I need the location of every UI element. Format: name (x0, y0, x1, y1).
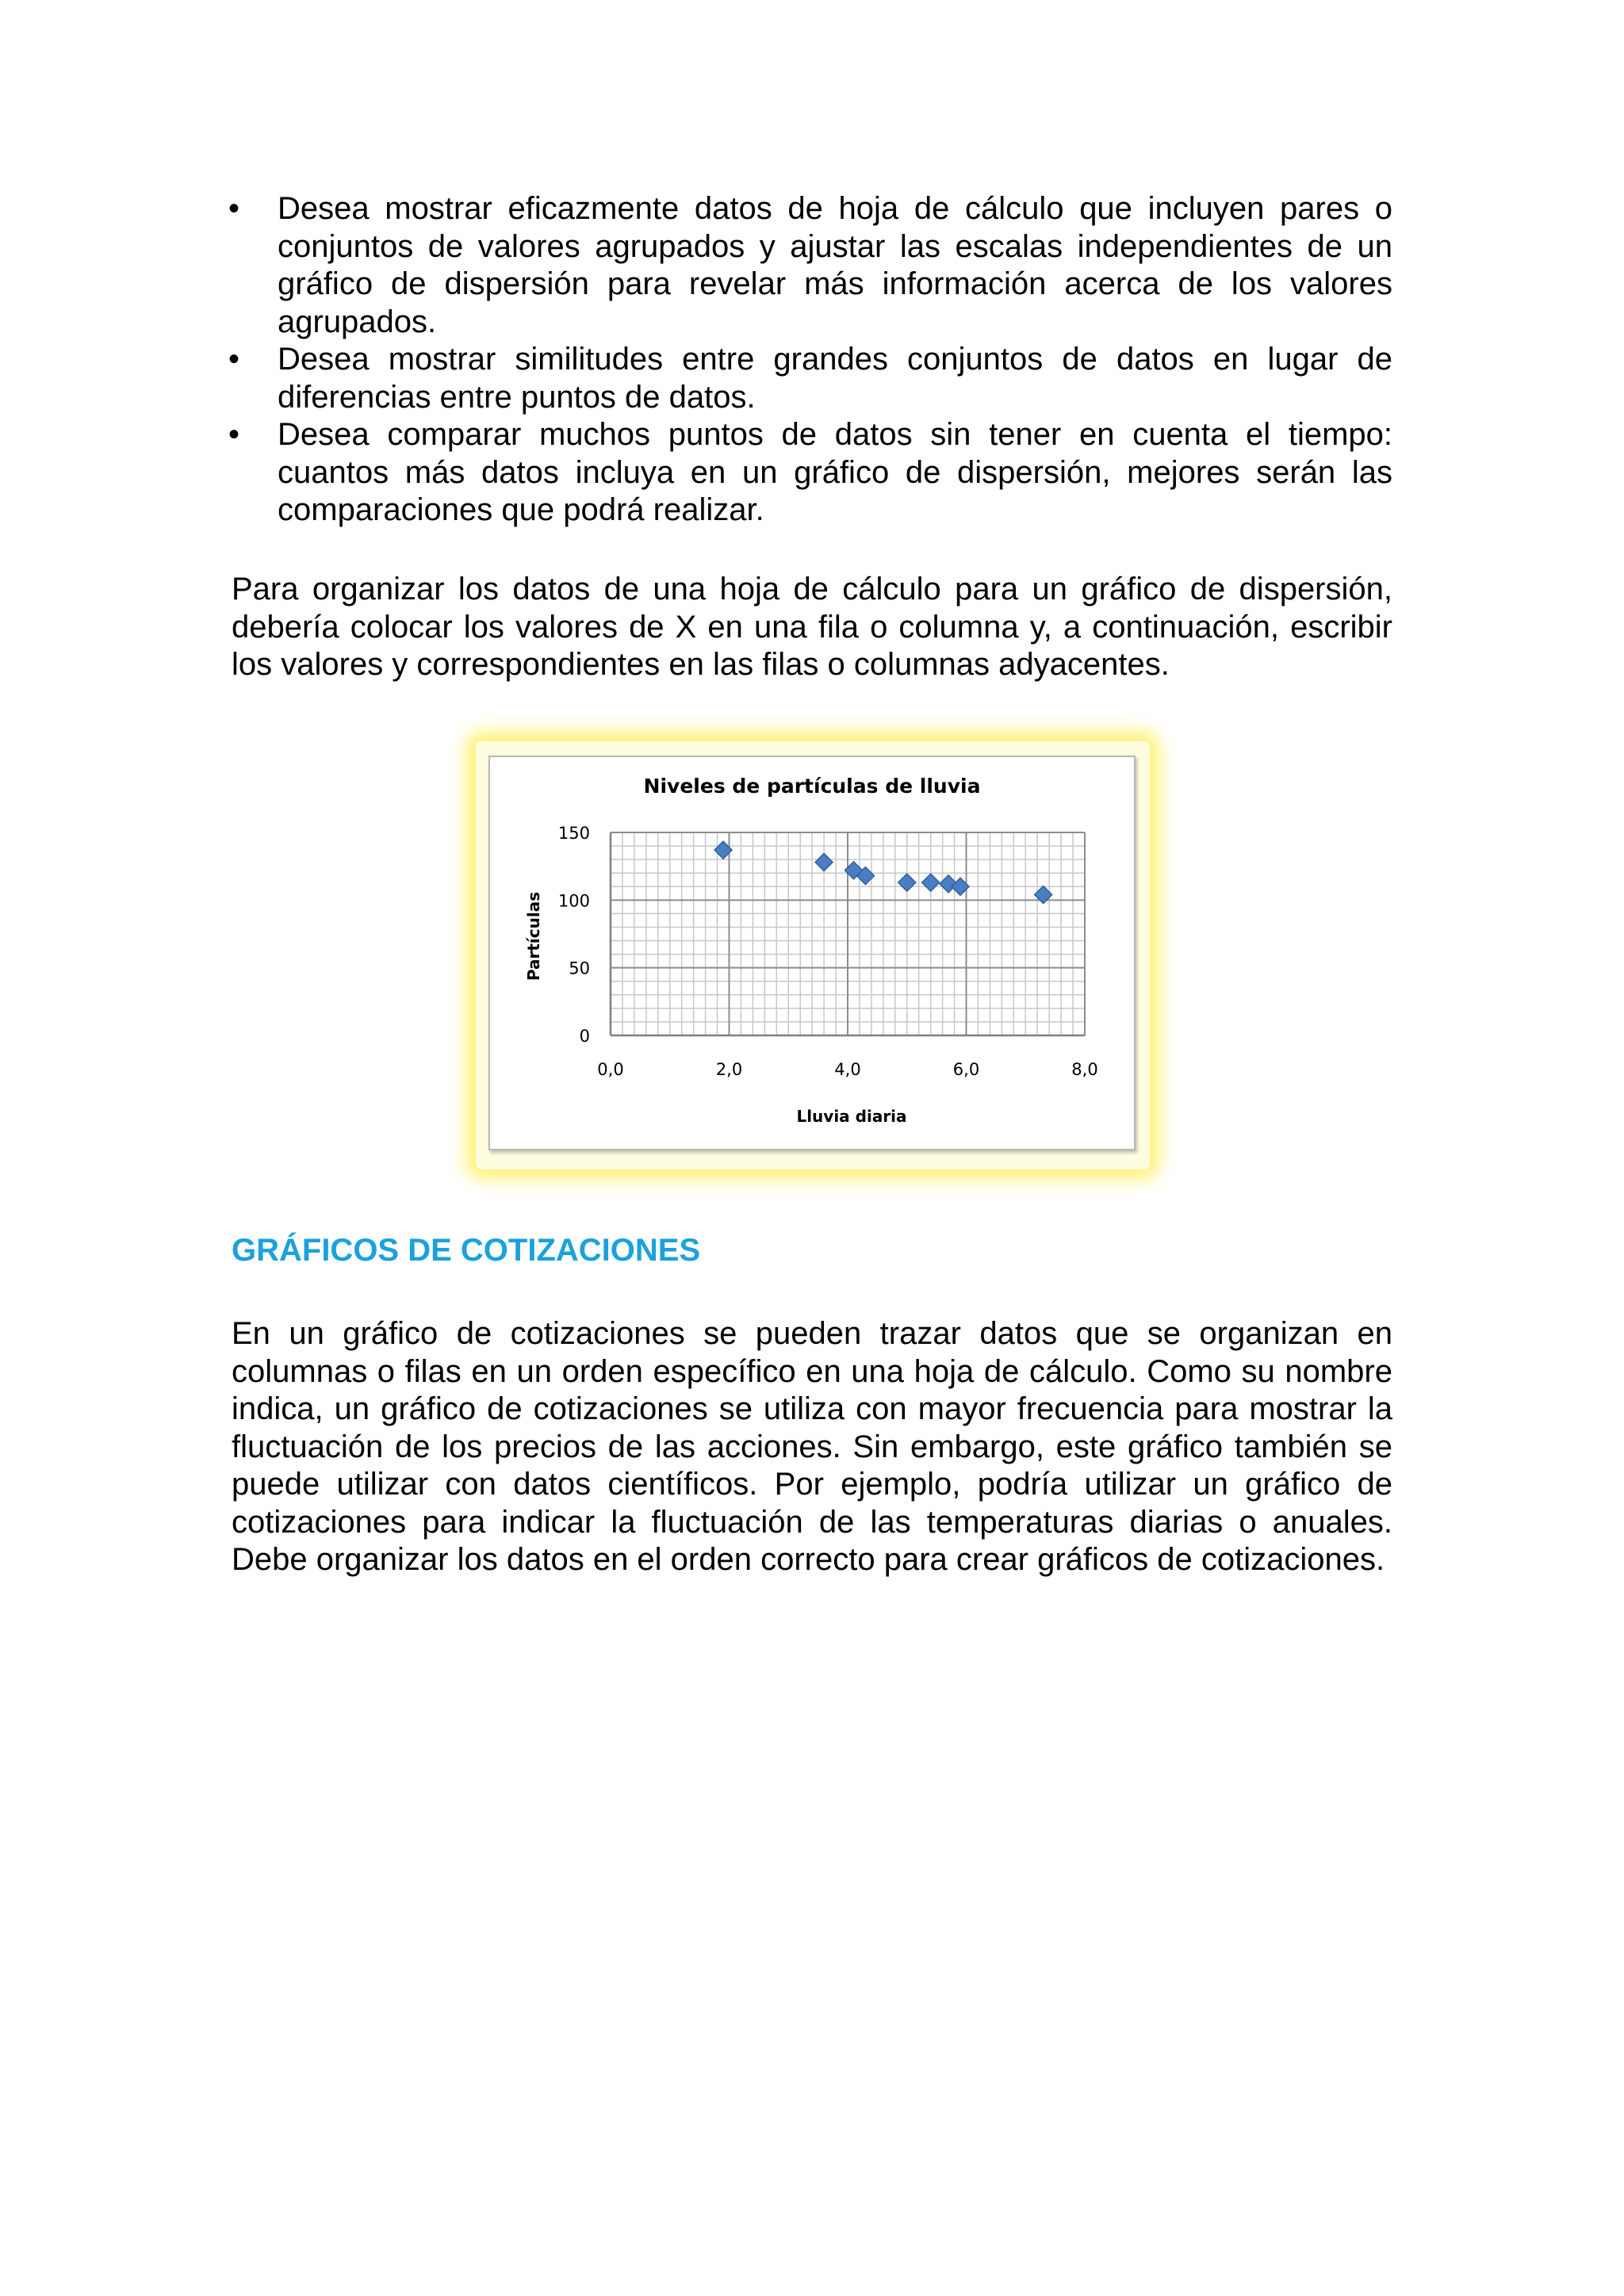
data-point (898, 874, 916, 891)
chart-x-axis-label: Lluvia diaria (796, 1107, 907, 1126)
chart-figure (476, 741, 1150, 1169)
x-tick-label: 2,0 (715, 1060, 743, 1079)
scatter-chart (490, 757, 1134, 1149)
data-point (922, 874, 940, 891)
bullet-item (228, 416, 1392, 530)
chart-y-axis-label: Partículas (524, 891, 543, 982)
x-tick-label: 8,0 (1071, 1060, 1098, 1079)
paragraph-scatter-data: Para organizar los datos de una hoja de cálculo para un gráfico de dispersión, debería colocar los valores de X en una fila o columna y, a continuación, escribir los valores y correspondientes en las filas o columnas adyacentes. (232, 572, 1392, 682)
chart-grid (611, 832, 1085, 1035)
bullet-text: Desea mostrar eficazmente datos de hoja de cálculo que incluyen pares o conjuntos de valores agrupados y ajustar las escalas independientes de un gráfico de dispersión para revelar más información acerca de los valores agrupados. (278, 191, 1392, 339)
bullet-dot-icon: • (228, 191, 240, 226)
x-tick-label: 4,0 (834, 1060, 861, 1079)
paragraph-stock-charts: En un gráfico de cotizaciones se pueden trazar datos que se organizan en columnas o filas en un orden específico en una hoja de cálculo. Como su nombre indica, un gráfico de cotizaciones se utiliza con mayor frecuencia para mostrar la fluctuación de los precios de las acciones. Sin embargo, este gráfico también se puede utilizar con datos científicos. Por ejemplo, podría utilizar un gráfico de cotizaciones para indicar la fluctuación de las temperaturas diarias o anuales. Debe organizar los datos en el orden correcto para crear gráficos de cotizaciones. (232, 1316, 1392, 1577)
bullet-item (228, 190, 1392, 341)
y-tick-label: 50 (569, 959, 590, 978)
y-tick-label: 100 (557, 891, 590, 911)
bullet-item (228, 341, 1392, 416)
chart-title: Niveles de partículas de lluvia (643, 775, 981, 798)
data-point (815, 854, 833, 871)
bullet-dot-icon: • (228, 342, 240, 377)
bullet-list (228, 190, 1392, 530)
y-tick-label: 150 (557, 824, 590, 843)
bullet-dot-icon: • (228, 417, 240, 452)
bullet-text: Desea mostrar similitudes entre grandes conjuntos de datos en lugar de diferencias entre puntos de datos. (278, 342, 1392, 415)
x-tick-label: 0,0 (597, 1060, 624, 1079)
y-tick-label: 0 (579, 1027, 590, 1046)
x-tick-label: 6,0 (952, 1060, 980, 1079)
section-heading: GRÁFICOS DE COTIZACIONES (232, 1233, 701, 1268)
bullet-text: Desea comparar muchos puntos de datos sin tener en cuenta el tiempo: cuantos más datos incluya en un gráfico de dispersión, mejores serán las comparaciones que podrá realizar. (278, 417, 1392, 527)
chart-panel (488, 756, 1136, 1150)
